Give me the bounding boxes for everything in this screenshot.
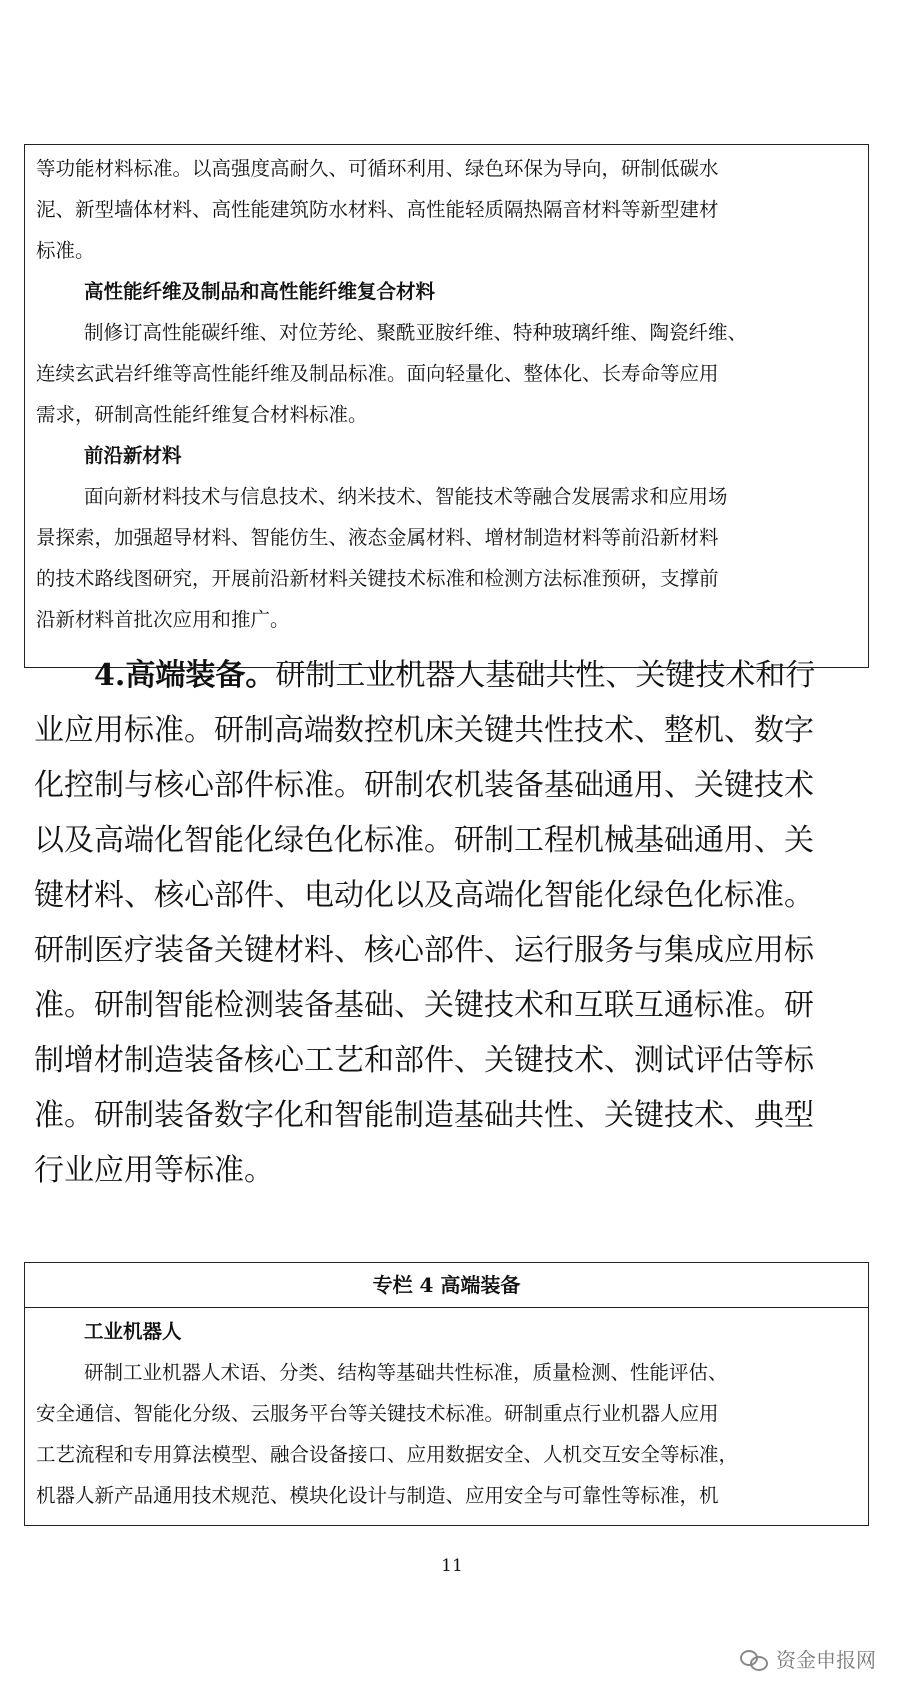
- paragraph-first-rest: 研制工业机器人基础共性、关键技术和行: [275, 658, 816, 693]
- text-line: 需求，研制高性能纤维复合材料标准。: [36, 403, 368, 426]
- section-title-frontier: 前沿新材料: [84, 444, 182, 467]
- paragraph-line: 以及高端化智能化绿色化标准。研制工程机械基础通用、关: [34, 823, 814, 858]
- wechat-icon: [740, 1648, 768, 1670]
- watermark-text: 资金申报网: [776, 1648, 876, 1672]
- text-line: 的技术路线图研究，开展前沿新材料关键技术标准和检测方法标准预研，支撑前: [36, 567, 719, 590]
- text-line: 等功能材料标准。以高强度高耐久、可循环利用、绿色环保为导向，研制低碳水: [36, 157, 719, 180]
- text-line: 连续玄武岩纤维等高性能纤维及制品标准。面向轻量化、整体化、长寿命等应用: [36, 362, 719, 385]
- paragraph-lead: 4.高端装备。: [94, 658, 276, 693]
- text-line: 安全通信、智能化分级、云服务平台等关键技术标准。研制重点行业机器人应用: [36, 1402, 719, 1425]
- text-line: 景探索，加强超导材料、智能仿生、液态金属材料、增材制造材料等前沿新材料: [36, 526, 719, 549]
- text-line: 沿新材料首批次应用和推广。: [36, 608, 290, 631]
- section-title-fiber: 高性能纤维及制品和高性能纤维复合材料: [84, 280, 436, 303]
- paragraph-line: 业应用标准。研制高端数控机床关键共性技术、整机、数字: [34, 713, 814, 748]
- paragraph-line: 准。研制智能检测装备基础、关键技术和互联互通标准。研: [34, 988, 814, 1023]
- text-line: 泥、新型墙体材料、高性能建筑防水材料、高性能轻质隔热隔音材料等新型建材: [36, 198, 719, 221]
- text-line: 工艺流程和专用算法模型、融合设备接口、应用数据安全、人机交互安全等标准，: [36, 1443, 739, 1466]
- paragraph-line: 键材料、核心部件、电动化以及高端化智能化绿色化标准。: [34, 878, 814, 913]
- paragraph-line: 研制医疗装备关键材料、核心部件、运行服务与集成应用标: [34, 933, 814, 968]
- paragraph-line: 化控制与核心部件标准。研制农机装备基础通用、关键技术: [34, 768, 814, 803]
- text-line: 标准。: [36, 239, 95, 262]
- paragraph-first-line: [94, 656, 904, 696]
- paragraph-line: 行业应用等标准。: [34, 1153, 274, 1188]
- watermark: [740, 1644, 876, 1673]
- text-line: 机器人新产品通用技术规范、模块化设计与制造、应用安全与可靠性等标准，机: [36, 1484, 719, 1507]
- paragraph-line: 准。研制装备数字化和智能制造基础共性、关键技术、典型: [34, 1098, 814, 1133]
- text-line: 研制工业机器人术语、分类、结构等基础共性标准，质量检测、性能评估、: [84, 1361, 728, 1384]
- paragraph-line: 制增材制造装备核心工艺和部件、关键技术、测试评估等标: [34, 1043, 814, 1078]
- section-title-robot: 工业机器人: [84, 1320, 182, 1343]
- text-line: 面向新材料技术与信息技术、纳米技术、智能技术等融合发展需求和应用场: [84, 485, 728, 508]
- text-line: 制修订高性能碳纤维、对位芳纶、聚酰亚胺纤维、特种玻璃纤维、陶瓷纤维、: [84, 321, 748, 344]
- page-number: 11: [441, 1556, 463, 1576]
- column-header: 专栏 4 高端装备: [25, 1263, 868, 1308]
